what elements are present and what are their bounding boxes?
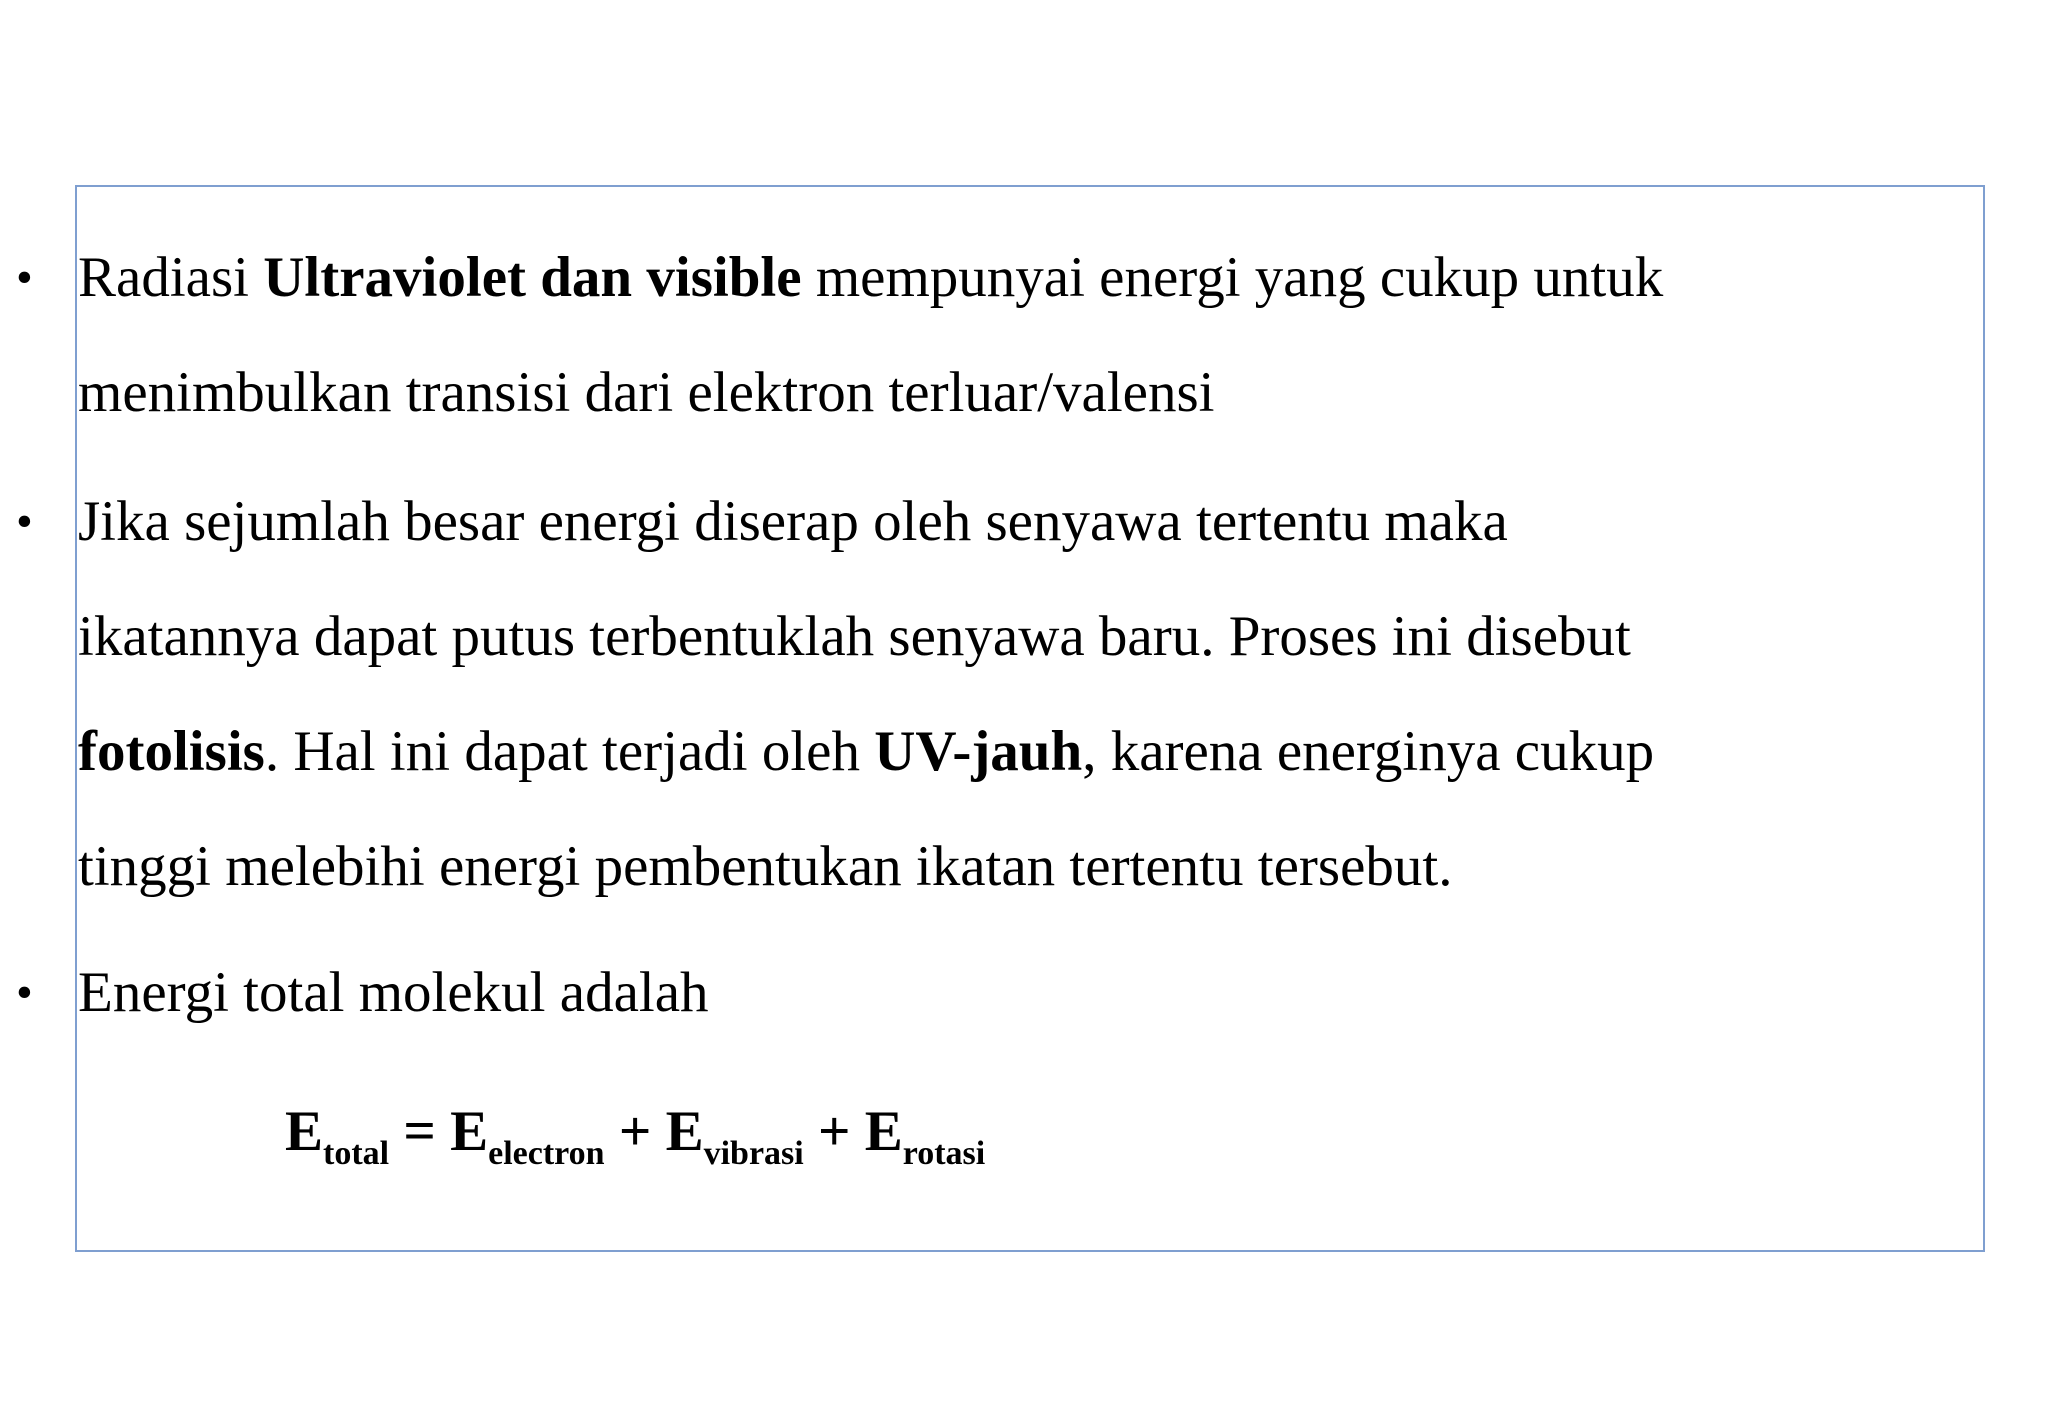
text-run: mempunyai energi yang cukup untuk [801, 246, 1664, 309]
text-run: menimbulkan transisi dari elektron terluar/valensi [78, 361, 1215, 424]
text-run: ikatannya dapat putus terbentuklah senyawa baru. Proses ini disebut [78, 605, 1631, 668]
bullet-line [78, 579, 1898, 694]
equation-equals: = [389, 1100, 451, 1163]
bullet-marker: • [16, 495, 33, 548]
equation-subscript-rotasi: rotasi [902, 1135, 986, 1172]
bullet-line [78, 694, 1898, 809]
equation-symbol-e: E [450, 1100, 489, 1163]
text-run: Energi total molekul adalah [78, 961, 709, 1024]
text-run-bold: UV-jauh [874, 720, 1083, 783]
bullet-text [78, 220, 1898, 450]
equation-plus: + [803, 1100, 865, 1163]
energy-equation [285, 1092, 985, 1194]
bullet-line [78, 809, 1898, 924]
bullet-line [78, 335, 1898, 450]
equation-plus: + [604, 1100, 666, 1163]
bullet-line [78, 935, 1898, 1050]
equation-subscript-electron: electron [488, 1135, 605, 1172]
equation-symbol-e: E [285, 1100, 324, 1163]
bullet-text [78, 935, 1898, 1050]
equation-symbol-e: E [665, 1100, 704, 1163]
equation-symbol-e: E [864, 1100, 903, 1163]
text-run-bold: Ultraviolet dan visible [263, 246, 802, 309]
bullet-marker: • [16, 251, 33, 304]
text-run: Radiasi [78, 246, 264, 309]
bullet-text [78, 464, 1898, 924]
text-run-bold: fotolisis [78, 720, 265, 783]
bullet-line [78, 464, 1898, 579]
bullet-marker: • [16, 966, 33, 1019]
text-run: . Hal ini dapat terjadi oleh [264, 720, 875, 783]
text-run: , karena energinya cukup [1082, 720, 1655, 783]
bullet-line [78, 220, 1898, 335]
text-run: tinggi melebihi energi pembentukan ikatan tertentu tersebut. [78, 835, 1453, 898]
equation-subscript-vibrasi: vibrasi [703, 1135, 804, 1172]
equation-subscript-total: total [323, 1135, 390, 1172]
text-run: Jika sejumlah besar energi diserap oleh senyawa tertentu maka [78, 490, 1508, 553]
